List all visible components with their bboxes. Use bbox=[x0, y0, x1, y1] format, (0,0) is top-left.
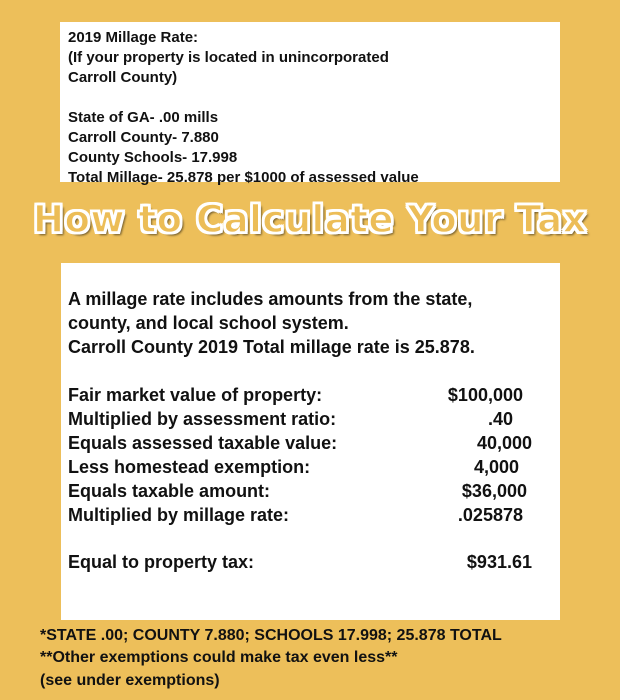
calc-row-fair-market bbox=[68, 383, 538, 407]
calc-row-homestead-exemption bbox=[68, 455, 538, 479]
calc-label: Fair market value of property: bbox=[68, 385, 323, 405]
schools-millage: County Schools- 17.998 bbox=[68, 149, 238, 166]
calc-value: 4,000 bbox=[473, 457, 519, 477]
county-millage: Carroll County- 7.880 bbox=[68, 129, 219, 146]
footer-exemptions-note: **Other exemptions could make tax even less** bbox=[40, 649, 398, 666]
calc-row-property-tax bbox=[68, 550, 538, 574]
calc-value: .40 bbox=[487, 409, 513, 429]
calc-value: $100,000 bbox=[447, 385, 523, 405]
state-millage: State of GA- .00 mills bbox=[68, 109, 219, 126]
calc-label: Less homestead exemption: bbox=[68, 457, 311, 477]
total-value: $931.61 bbox=[466, 552, 532, 572]
calc-value: $36,000 bbox=[461, 481, 527, 501]
calculation-box bbox=[61, 263, 560, 620]
millage-rate-box bbox=[60, 22, 560, 186]
calc-label: Multiplied by assessment ratio: bbox=[68, 409, 337, 429]
calc-label: Multiplied by millage rate: bbox=[68, 505, 290, 525]
calc-label: Equals taxable amount: bbox=[68, 481, 271, 501]
calc-row-millage-rate bbox=[68, 503, 538, 527]
footer-see-exemptions: (see under exemptions) bbox=[40, 672, 220, 689]
intro-line-1: A millage rate includes amounts from the state, bbox=[68, 289, 473, 309]
footer-summary: *STATE .00; COUNTY 7.880; SCHOOLS 17.998; 25.878 TOTAL bbox=[40, 627, 502, 644]
millage-location-note-cont: Carroll County) bbox=[68, 69, 178, 86]
intro-line-3: Carroll County 2019 Total millage rate is 25.878. bbox=[68, 337, 475, 357]
calc-row-assessed-value bbox=[68, 431, 538, 455]
calc-row-taxable-amount bbox=[68, 479, 538, 503]
millage-rate-heading: 2019 Millage Rate: bbox=[68, 29, 199, 46]
calc-value: 40,000 bbox=[476, 433, 532, 453]
calc-label: Equals assessed taxable value: bbox=[68, 433, 338, 453]
intro-line-2: county, and local school system. bbox=[68, 313, 349, 333]
calc-row-assessment-ratio bbox=[68, 407, 538, 431]
calc-value: .025878 bbox=[457, 505, 523, 525]
total-label: Equal to property tax: bbox=[68, 552, 255, 572]
page-title: How to Calculate Your Tax bbox=[33, 198, 587, 241]
millage-location-note: (If your property is located in unincorporated bbox=[68, 49, 389, 66]
total-millage: Total Millage- 25.878 per $1000 of assessed value bbox=[68, 169, 419, 186]
